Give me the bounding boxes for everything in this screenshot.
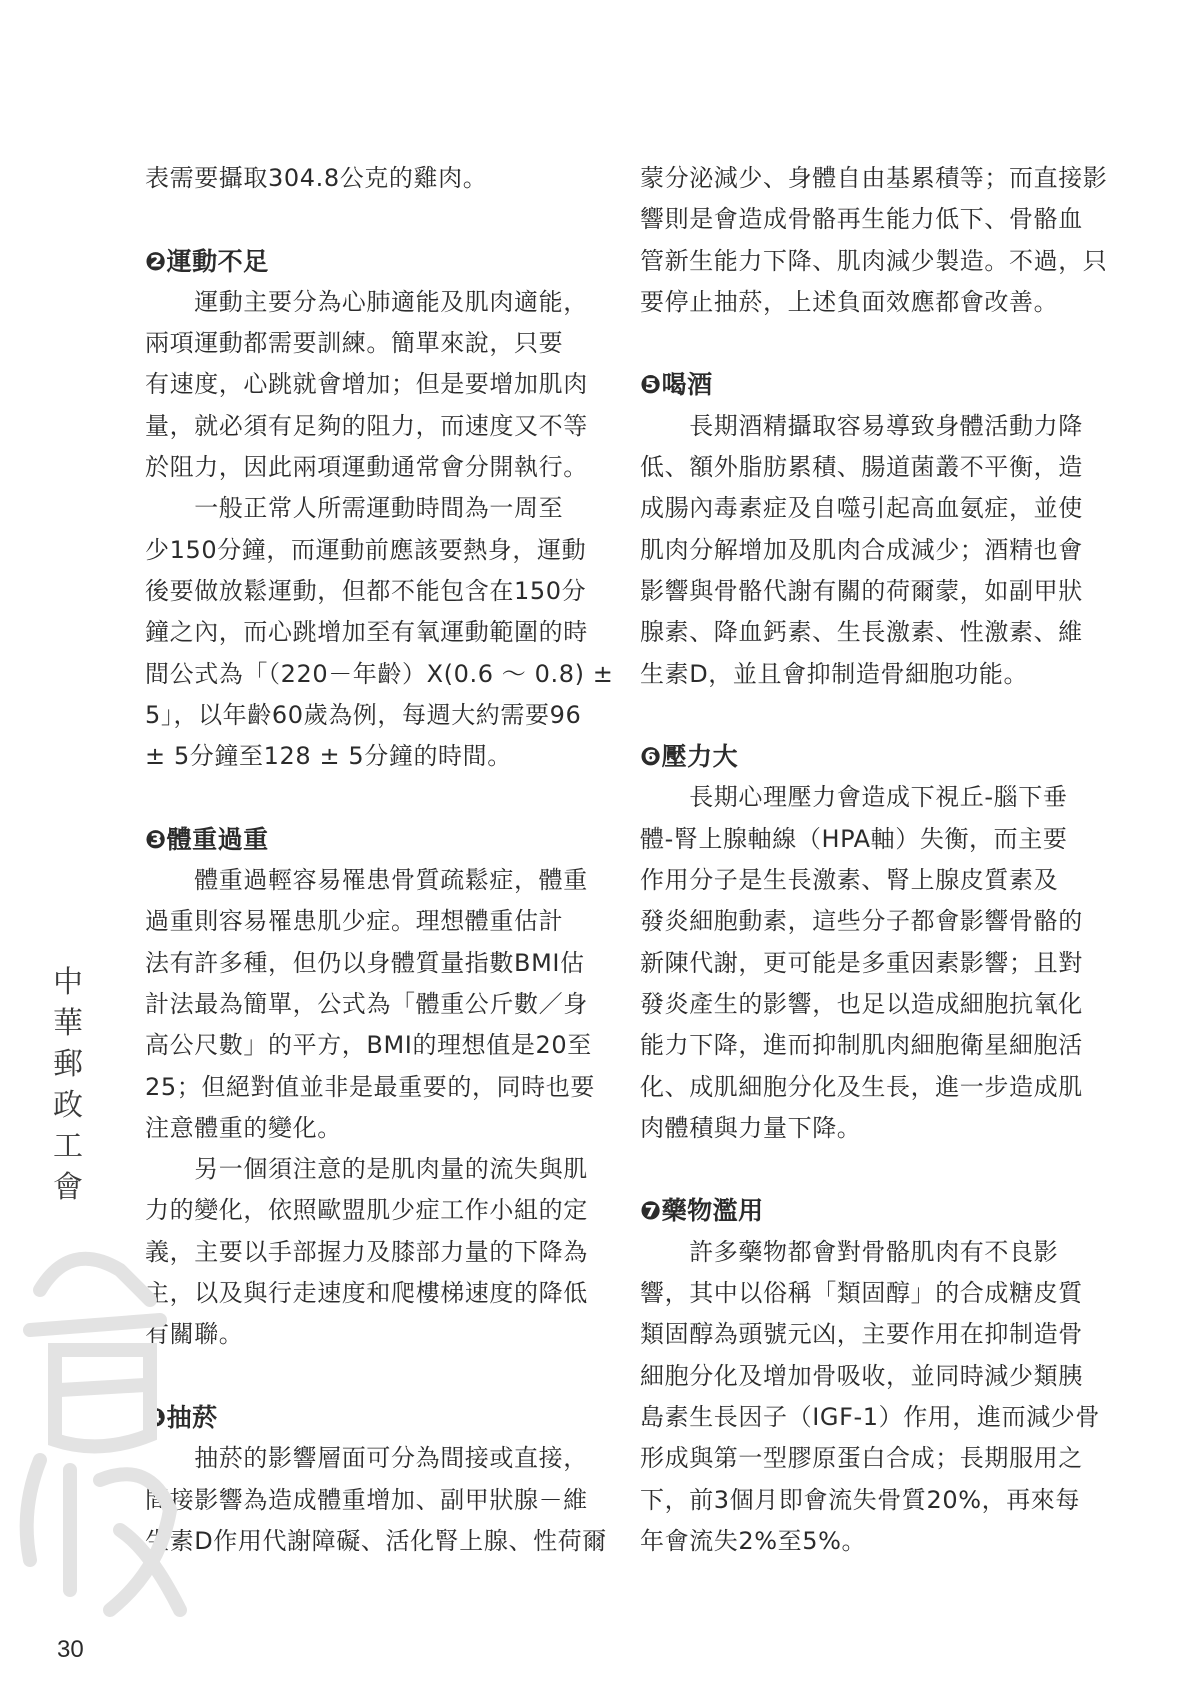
body-text-line: 另一個須注意的是肌肉量的流失與肌 [145, 1155, 588, 1184]
body-text-line: 腺素、降血鈣素、生長激素、性激素、維 [640, 618, 1083, 647]
paragraph-gap [145, 1356, 591, 1397]
body-text-line: 發炎細胞動素，這些分子都會影響骨骼的 [640, 907, 1083, 936]
body-text-line: 間接影響為造成體重增加、副甲狀腺－維 [145, 1485, 588, 1514]
body-text-line: 長期酒精攝取容易導致身體活動力降 [640, 411, 1083, 440]
body-text-line: 細胞分化及增加骨吸收，並同時減少類胰 [640, 1361, 1083, 1390]
section-heading: ❻壓力大 [640, 742, 739, 772]
body-text-line: 生素D，並且會抑制造骨細胞功能。 [640, 659, 1029, 688]
body-text-line: 低、額外脂肪累積、腸道菌叢不平衡，造 [640, 453, 1083, 482]
body-text-line: 運動主要分為心肺適能及肌肉適能， [145, 287, 588, 316]
body-text-line: 發炎產生的影響，也足以造成細胞抗氧化 [640, 989, 1083, 1018]
body-text-line: 能力下降，進而抑制肌肉細胞衛星細胞活 [640, 1031, 1083, 1060]
watermark-stroke [55, 1350, 150, 1446]
paragraph-gap [640, 323, 1086, 364]
left-text-column [145, 158, 614, 1562]
section-heading: ❸體重過重 [145, 824, 269, 854]
sidebar-title-char: 中 [53, 965, 83, 1000]
body-text-line: 表需要攝取304.8公克的雞肉。 [145, 164, 488, 192]
body-text-line: 蒙分泌減少、身體自由基累積等；而直接影 [640, 164, 1108, 192]
sidebar-title-char: 會 [53, 1170, 83, 1205]
body-text-line: 肌肉分解增加及肌肉合成減少；酒精也會 [640, 535, 1083, 564]
body-text-line: 間公式為「（220－年齡）X(0.6 ～ 0.8) ± [145, 659, 614, 688]
body-text-line: 兩項運動都需要訓練。簡單來說，只要 [145, 329, 564, 358]
body-text-line: 義，主要以手部握力及膝部力量的下降為 [145, 1237, 588, 1266]
body-text-line: 年會流失2%至5%。 [640, 1526, 867, 1555]
watermark-stroke [60, 1385, 145, 1390]
body-text-line: 鐘之內，而心跳增加至有氧運動範圍的時 [145, 618, 588, 647]
body-text-line: 計法最為簡單，公式為「體重公斤數／身 [145, 989, 588, 1018]
body-text-line: 體-腎上腺軸線（HPA軸）失衡，而主要 [640, 824, 1068, 853]
body-text-line: 要停止抽菸，上述負面效應都會改善。 [640, 287, 1059, 316]
sidebar-title-char: 工 [53, 1129, 83, 1164]
right-text-column [640, 158, 1108, 1562]
sidebar-title-char: 華 [53, 1006, 83, 1041]
body-text-line: 影響與骨骼代謝有關的荷爾蒙，如副甲狀 [640, 576, 1083, 605]
watermark-stroke [30, 1320, 160, 1330]
body-text-line: ± 5分鐘至128 ± 5分鐘的時間。 [145, 742, 512, 771]
body-text-line: 下，前3個月即會流失骨質20%，再來每 [640, 1485, 1081, 1514]
body-text-line: 有關聯。 [145, 1320, 244, 1349]
body-text-line: 5」，以年齡60歲為例，每週大約需要96 [145, 700, 582, 729]
body-text-line: 生素D作用代謝障礙、活化腎上腺、性荷爾 [145, 1526, 607, 1555]
body-text-line: 力的變化，依照歐盟肌少症工作小組的定 [145, 1196, 588, 1225]
body-text-line: 成腸內毒素症及自噬引起高血氨症，並使 [640, 494, 1083, 523]
body-text-line: 後要做放鬆運動，但都不能包含在150分 [145, 576, 587, 605]
paragraph-gap [640, 1149, 1086, 1190]
body-text-line: 響則是會造成骨骼再生能力低下、骨骼血 [640, 205, 1083, 234]
paragraph-gap [145, 777, 591, 818]
body-text-line: 少150分鐘，而運動前應該要熱身，運動 [145, 535, 587, 564]
section-heading: ❼藥物濫用 [640, 1196, 764, 1226]
body-text-line: 注意體重的變化。 [145, 1113, 342, 1142]
watermark-stroke [27, 1460, 40, 1560]
body-text-line: 有速度，心跳就會增加；但是要增加肌肉 [145, 370, 588, 399]
body-text-line: 於阻力，因此兩項運動通常會分開執行。 [145, 453, 588, 482]
sidebar-title-char: 政 [53, 1088, 83, 1123]
section-heading: ❹抽菸 [145, 1402, 218, 1432]
body-text-line: 許多藥物都會對骨骼肌肉有不良影 [640, 1237, 1059, 1266]
section-heading: ❷運動不足 [145, 246, 269, 276]
body-text-line: 類固醇為頭號元凶，主要作用在抑制造骨 [640, 1320, 1083, 1349]
body-text-line: 高公尺數」的平方，BMI的理想值是20至 [145, 1031, 592, 1060]
body-text-line: 島素生長因子（IGF-1）作用，進而減少骨 [640, 1402, 1101, 1431]
body-text-line: 抽菸的影響層面可分為間接或直接， [145, 1444, 588, 1473]
body-text-line: 25；但絕對值並非是最重要的，同時也要 [145, 1072, 595, 1101]
body-text-line: 長期心理壓力會造成下視丘-腦下垂 [640, 783, 1068, 812]
sidebar-vertical-title [50, 962, 86, 1208]
body-text-line: 響，其中以俗稱「類固醇」的合成糖皮質 [640, 1279, 1083, 1308]
body-text-line: 肉體積與力量下降。 [640, 1113, 862, 1142]
body-text-line: 管新生能力下降、肌肉減少製造。不過，只 [640, 246, 1108, 275]
watermark-stroke [40, 1259, 150, 1300]
sidebar-title-char: 郵 [53, 1047, 83, 1082]
paragraph-gap [640, 695, 1086, 736]
watermark-calligraphy [0, 1210, 200, 1630]
body-text-line: 形成與第一型膠原蛋白合成；長期服用之 [640, 1444, 1083, 1473]
body-text-line: 法有許多種，但仍以身體質量指數BMI估 [145, 948, 585, 977]
body-text-line: 化、成肌細胞分化及生長，進一步造成肌 [640, 1072, 1083, 1101]
paragraph-gap [145, 199, 591, 240]
page-number: 30 [57, 1636, 84, 1663]
body-text-line: 一般正常人所需運動時間為一周至 [145, 494, 564, 523]
body-text-line: 作用分子是生長激素、腎上腺皮質素及 [640, 866, 1059, 895]
body-text-line: 體重過輕容易罹患骨質疏鬆症，體重 [145, 866, 588, 895]
body-text-line: 新陳代謝，更可能是多重因素影響；且對 [640, 948, 1083, 977]
body-text-line: 過重則容易罹患肌少症。理想體重估計 [145, 907, 564, 936]
section-heading: ❺喝酒 [640, 370, 713, 400]
body-text-line: 量，就必須有足夠的阻力，而速度又不等 [145, 411, 588, 440]
body-text-line: 主，以及與行走速度和爬樓梯速度的降低 [145, 1279, 588, 1308]
